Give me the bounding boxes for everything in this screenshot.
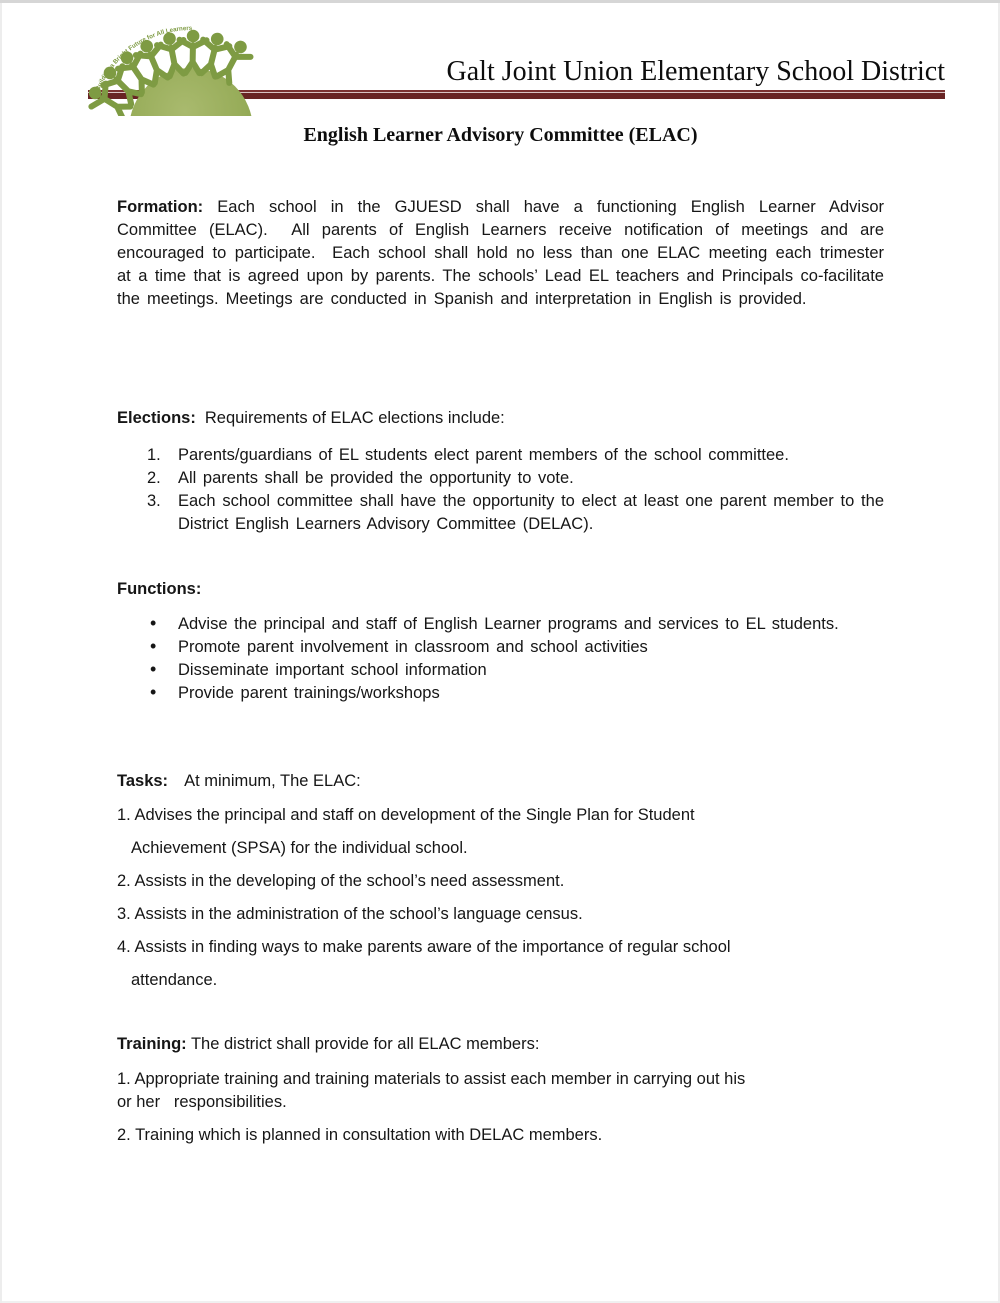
tasks-list <box>117 799 884 997</box>
tasks-intro: At minimum, The ELAC: <box>184 772 361 790</box>
district-name: Galt Joint Union Elementary School District <box>446 56 945 87</box>
item-number: 2. <box>147 469 161 487</box>
item-text: Assists in finding ways to make parents aware of the importance of regular school <box>134 938 731 956</box>
section-functions <box>117 578 884 705</box>
item-text: Advise the principal and staff of English Learner programs and services to EL students. <box>178 615 839 633</box>
elections-list <box>117 444 884 536</box>
list-item <box>117 1068 884 1114</box>
list-item <box>117 1124 884 1147</box>
item-number: 2. <box>117 872 131 890</box>
item-number: 3. <box>117 905 131 923</box>
item-text: Each school committee shall have the opportunity to elect at least one parent member to the District English Learners Advisory Committee (DELAC). <box>178 492 884 533</box>
list-item <box>147 444 884 467</box>
item-text: All parents shall be provided the opportunity to vote. <box>178 469 574 487</box>
section-formation <box>117 196 884 311</box>
training-intro: The district shall provide for all ELAC members: <box>190 1035 540 1053</box>
list-item <box>178 659 884 682</box>
list-item <box>147 490 884 536</box>
item-text: Training which is planned in consultation with DELAC members. <box>135 1126 603 1144</box>
list-item <box>117 931 884 997</box>
list-item <box>178 682 884 705</box>
logo-motto: Building a Bright Future for All Learners <box>94 25 193 92</box>
item-text: Promote parent involvement in classroom and school activities <box>178 638 648 656</box>
district-logo <box>88 12 258 116</box>
item-text: Appropriate training and training materials to assist each member in carrying out his <box>134 1070 746 1088</box>
list-item <box>117 898 884 931</box>
item-text: attendance. <box>131 971 218 989</box>
tasks-heading: Tasks: <box>117 772 169 790</box>
functions-heading-line <box>117 578 884 601</box>
elections-heading-line <box>117 407 884 430</box>
item-text: Achievement (SPSA) for the individual school. <box>131 839 468 857</box>
item-text: Disseminate important school information <box>178 661 487 679</box>
training-heading-line <box>117 1033 884 1056</box>
item-text: Assists in the developing of the school’s need assessment. <box>134 872 565 890</box>
functions-list <box>117 613 884 705</box>
section-elections <box>117 407 884 536</box>
formation-heading: Formation: <box>117 198 204 216</box>
item-number: 4. <box>117 938 131 956</box>
item-number: 1. <box>117 1070 131 1088</box>
list-item <box>117 799 884 865</box>
tasks-heading-line <box>117 770 884 793</box>
functions-heading: Functions: <box>117 580 202 598</box>
elections-intro: Requirements of ELAC elections include: <box>204 409 505 427</box>
logo-hill <box>129 68 253 116</box>
section-training <box>117 1033 884 1147</box>
item-number: 2. <box>117 1126 131 1144</box>
item-number: 3. <box>147 492 161 510</box>
list-item <box>147 467 884 490</box>
list-item <box>178 636 884 659</box>
list-item <box>117 865 884 898</box>
list-item <box>178 613 884 636</box>
formation-body: Each school in the GJUESD shall have a functioning English Learner Advisor Committee (ELAC). All parents of English Learners receive notification of meetings and are encouraged to participate. Each school shall hold no less than one ELAC meeting each trimester at a time that is agreed upon by parents. The schools’ Lead EL teachers and Principals co-facilitate the meetings. Meetings are conducted in Spanish and interpretation in English is provided. <box>117 198 884 308</box>
item-text: or her responsibilities. <box>117 1093 287 1111</box>
item-number: 1. <box>117 806 131 824</box>
page-title: English Learner Advisory Committee (ELAC) <box>303 124 698 146</box>
item-number: 1. <box>147 446 161 464</box>
item-text: Provide parent trainings/workshops <box>178 684 440 702</box>
section-tasks <box>117 770 884 997</box>
item-text: Assists in the administration of the school’s language census. <box>134 905 583 923</box>
item-text: Parents/guardians of EL students elect parent members of the school committee. <box>178 446 789 464</box>
item-text: Advises the principal and staff on development of the Single Plan for Student <box>134 806 695 824</box>
training-heading: Training: <box>117 1035 187 1053</box>
elections-heading: Elections: <box>117 409 196 427</box>
